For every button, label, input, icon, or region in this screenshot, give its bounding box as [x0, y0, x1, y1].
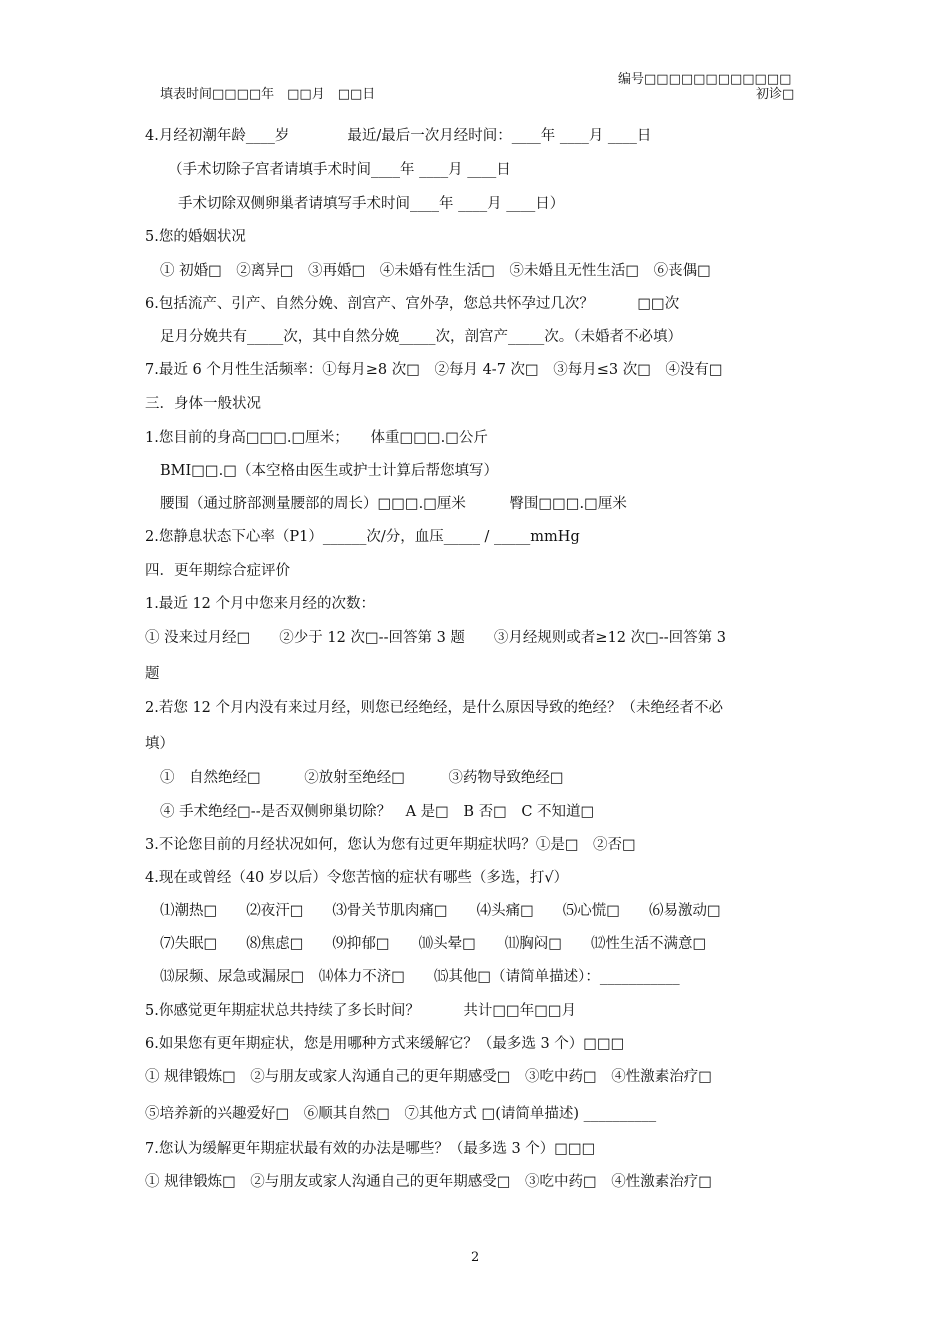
q7-frequency: 7.最近 6 个月性生活频率：①每月≥8 次□ ②每月 4-7 次□ ③每月≤3 次□ ④没有□: [145, 362, 723, 378]
bmi: BMI□□.□（本空格由医生或护士计算后帮您填写）: [160, 463, 498, 479]
oophorectomy-date: 手术切除双侧卵巢者请填写手术时间____年 ____月 ____日）: [178, 196, 565, 212]
q1-options-cont: 题: [145, 666, 160, 682]
q7-effective: 7.您认为缓解更年期症状最有效的办法是哪些？（最多选 3 个）□□□: [145, 1141, 596, 1157]
q1-periods: 1.最近 12 个月中您来月经的次数：: [145, 596, 376, 612]
q2-options-2: ④ 手术绝经□--是否双侧卵巢切除？ A 是□ B 否□ C 不知道□: [160, 804, 595, 820]
q6-pregnancy: 6.包括流产、引产、自然分娩、剖宫产、宫外孕，您总共怀孕过几次？ □□次: [145, 296, 680, 312]
symptoms-row-1: ⑴潮热□ ⑵夜汗□ ⑶骨关节肌肉痛□ ⑷头痛□ ⑸心慌□ ⑹易激动□: [160, 903, 721, 919]
q4-menarche: 4.月经初潮年龄____岁 最近/最后一次月经时间：____年 ____月 ____日: [145, 128, 652, 144]
q5-duration: 5.你感觉更年期症状总共持续了多长时间？ 共计□□年□□月: [145, 1003, 577, 1019]
page-number: 2: [471, 1250, 480, 1265]
q6-options-2: ⑤培养新的兴趣爱好□ ⑥顺其自然□ ⑦其他方式 □(请简单描述) __________: [145, 1106, 657, 1122]
q7-options-1: ① 规律锻炼□ ②与朋友或家人沟通自己的更年期感受□ ③吃中药□ ④性激素治疗□: [145, 1174, 712, 1190]
section-3-title: 三．身体一般状况: [145, 396, 261, 412]
hysterectomy-date: （手术切除子宫者请填手术时间____年 ____月 ____日: [168, 162, 511, 178]
q6-relief: 6.如果您有更年期症状，您是用哪种方式来缓解它？（最多选 3 个）□□□: [145, 1036, 625, 1052]
heart-rate-bp: 2.您静息状态下心率（P1）______次/分，血压_____ / _____mmHg: [145, 529, 580, 545]
fill-date: 填表时间□□□□年 □□月 □□日: [160, 87, 376, 102]
q6-options-1: ① 规律锻炼□ ②与朋友或家人沟通自己的更年期感受□ ③吃中药□ ④性激素治疗□: [145, 1069, 712, 1085]
q5-marital: 5.您的婚姻状况: [145, 229, 246, 245]
q2-menopause: 2.若您 12 个月内没有来过月经，则您已经绝经，是什么原因导致的绝经？（未绝经者不必: [145, 700, 723, 716]
first-visit: 初诊□: [756, 87, 795, 102]
q5-options: ① 初婚□ ②离异□ ③再婚□ ④未婚有性生活□ ⑤未婚且无性生活□ ⑥丧偶□: [160, 263, 711, 279]
q3-symptoms: 3.不论您目前的月经状况如何，您认为您有过更年期症状吗？①是□ ②否□: [145, 837, 636, 853]
height-weight: 1.您目前的身高□□□.□厘米； 体重□□□.□公斤: [145, 430, 488, 446]
symptoms-row-3: ⒀尿频、尿急或漏尿□ ⒁体力不济□ ⒂其他□（请简单描述）：___________: [160, 969, 680, 985]
q6-deliveries: 足月分娩共有_____次，其中自然分娩_____次，剖宫产_____次。（未婚者不必填）: [160, 329, 682, 345]
symptoms-row-2: ⑺失眠□ ⑻焦虑□ ⑼抑郁□ ⑽头晕□ ⑾胸闷□ ⑿性生活不满意□: [160, 936, 707, 952]
q1-options: ① 没来过月经□ ②少于 12 次□--回答第 3 题 ③月经规则或者≥12 次□--回答第 3: [145, 630, 726, 646]
serial-number: 编号□□□□□□□□□□□□: [618, 72, 792, 87]
q2-menopause-cont: 填）: [145, 736, 174, 752]
section-4-title: 四．更年期综合症评价: [145, 563, 290, 579]
q4-symptom-list: 4.现在或曾经（40 岁以后）令您苦恼的症状有哪些（多选，打√）: [145, 870, 569, 886]
q2-options-1: ① 自然绝经□ ②放射至绝经□ ③药物导致绝经□: [160, 770, 564, 786]
waist-hip: 腰围（通过脐部测量腰部的周长）□□□.□厘米 臀围□□□.□厘米: [160, 496, 627, 512]
